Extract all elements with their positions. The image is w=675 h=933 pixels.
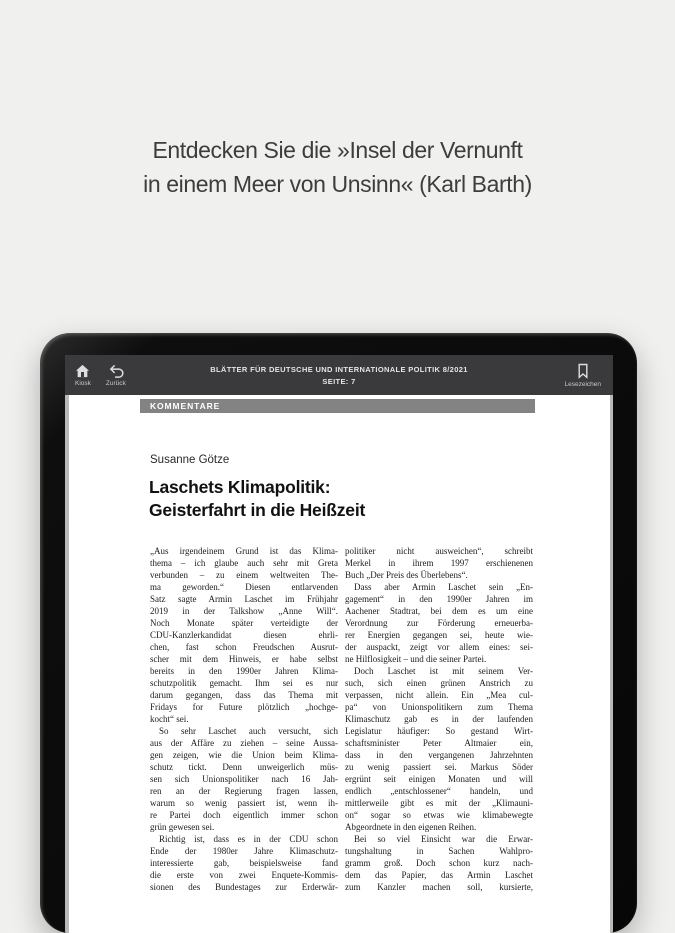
text-line: Fridays for Future plötzlich „hochge- — [150, 702, 338, 712]
text-line: kocht“ sei. — [150, 714, 189, 724]
text-line: mittlerweile gibt es mit der „Klimauni- — [345, 798, 533, 808]
reader-toolbar — [65, 355, 613, 395]
text-line: Klimaschutz gab es in der laufenden — [345, 714, 533, 724]
page-number-indicator: SEITE: 7 — [322, 376, 356, 386]
text-line: grün gewesen sei. — [150, 822, 215, 832]
text-line: aus der Affäre zu ziehen – seine Aussa- — [150, 738, 338, 748]
text-line: schaftsminister Peter Altmaier ein, — [345, 738, 533, 748]
text-line: interessierte gab, beispielsweise fand — [150, 858, 338, 868]
text-line: Ende der 1980er Jahre Klimaschutz- — [150, 846, 338, 856]
article-column-right — [345, 545, 533, 893]
paragraph — [345, 545, 533, 581]
text-line: re Partei doch eigentlich immer schon — [150, 810, 338, 820]
text-line: rer Energien gegangen sei, heute wie- — [345, 630, 533, 640]
text-line: dem das Papier, das Armin Laschet — [345, 870, 533, 880]
text-line: Abgeordnete in den eigenen Reihen. — [345, 822, 477, 832]
text-line: tungshaltung in Sachen Wahlpro- — [345, 846, 533, 856]
text-line: scher mit dem Hinweis, er habe selbst — [150, 654, 338, 664]
text-line: sen sich Unionspolitiker nach 16 Jah- — [150, 774, 338, 784]
text-line: verbunden – zu einem weltweiten The- — [150, 570, 338, 580]
paragraph — [345, 833, 533, 893]
text-line: So sehr Laschet auch versucht, sich — [159, 726, 338, 736]
text-line: verpassen, nicht allein. Ein „Mea cul- — [345, 690, 533, 700]
article-column-left — [150, 545, 338, 893]
text-line: politiker nicht ausweichen“, schreibt — [345, 546, 533, 556]
text-line: Doch Laschet ist mit seinem Ver- — [354, 666, 533, 676]
text-line: gramm groß. Doch schon kurz nach- — [345, 858, 533, 868]
text-line: Richtig ist, dass es in der CDU schon — [159, 834, 338, 844]
text-line: sionen des Bundestages zur Erderwär- — [150, 882, 338, 892]
tablet-screen — [65, 355, 613, 933]
bookmark-icon — [577, 363, 589, 379]
tablet-device-frame — [40, 333, 637, 933]
text-line: Aachener Stadtrat, bei dem es um eine — [345, 606, 533, 616]
toolbar-right-group — [565, 355, 602, 395]
text-line: endlich „entschlossener“ handeln, und — [345, 786, 533, 796]
article-title — [149, 476, 365, 522]
text-line: such, sich einen grünen Anstrich zu — [345, 678, 533, 688]
promo-tagline — [0, 133, 675, 201]
text-line: schutzpolitik gemacht. Ihm sei es nur — [150, 678, 338, 688]
text-line: Noch Monate später verteidigte der — [150, 618, 338, 628]
text-line: ren an der Regierung fragen lassen, — [150, 786, 338, 796]
section-header-bar — [140, 399, 535, 413]
article-title-line2: Geisterfahrt in die Heißzeit — [149, 500, 366, 520]
text-line: schutz tickt. Denn unweigerlich müs- — [150, 762, 338, 772]
text-line: zum Kanzler machen soll, kursierte, — [345, 882, 533, 892]
text-line: ma geworden.“ Diesen entlarvenden — [150, 582, 338, 592]
toolbar-left-group — [75, 355, 126, 395]
text-line: Legislatur häufiger: So gestand Wirt- — [345, 726, 533, 736]
text-line: zu wenig passiert sei. Markus Söder — [345, 762, 533, 772]
article-title-line1: Laschets Klimapolitik: — [149, 477, 331, 497]
paragraph — [150, 833, 338, 893]
text-line: CDU-Kanzlerkandidat diesen ehrli- — [150, 630, 338, 640]
article-body — [150, 545, 533, 893]
kiosk-house-icon — [75, 364, 90, 378]
paragraph — [345, 581, 533, 665]
paragraph — [345, 665, 533, 833]
promo-tagline-line1: Entdecken Sie die »Insel der Vernunft — [152, 137, 523, 163]
text-line: Bei so viel Einsicht war die Erwar- — [354, 834, 533, 844]
magazine-page — [69, 395, 610, 933]
text-line: gen zeigen, wie die Union beim Klima- — [150, 750, 338, 760]
paragraph — [150, 725, 338, 833]
bookmark-button-label: Lesezeichen — [564, 380, 601, 388]
text-line: warum so wenig passiert ist, wenn ih- — [150, 798, 338, 808]
kiosk-button-label: Kiosk — [75, 379, 91, 387]
back-button[interactable] — [106, 355, 126, 395]
text-line: dass in den vergangenen Jahrzehnten — [345, 750, 533, 760]
text-line: Merkel in ihrem 1997 erschienenen — [345, 558, 533, 568]
promo-tagline-line2: in einem Meer von Unsinn« (Karl Barth) — [143, 171, 532, 197]
section-label: KOMMENTARE — [150, 401, 221, 411]
text-line: „Aus irgendeinem Grund ist das Klima- — [150, 546, 338, 556]
text-line: ne Hilflosigkeit – und die seiner Partei. — [345, 654, 487, 664]
toolbar-title-block — [185, 355, 493, 395]
back-button-label: Zurück — [105, 379, 126, 387]
text-line: Buch „Der Preis des Überlebens“. — [345, 570, 468, 580]
text-line: darum gegangen, dass das Thema mit — [150, 690, 338, 700]
back-undo-arrow-icon — [107, 364, 125, 378]
text-line: on“ sogar so etwas wie klimabewegte — [345, 810, 533, 820]
text-line: chen, fast schon Freudschen Ausrut- — [150, 642, 338, 652]
kiosk-button[interactable] — [75, 355, 91, 395]
text-line: gagement“ in den 1990er Jahren im — [345, 594, 533, 604]
article-author: Susanne Götze — [150, 454, 230, 466]
text-line: Dass aber Armin Laschet sein „En- — [354, 582, 533, 592]
magazine-issue-title: BLÄTTER FÜR DEUTSCHE UND INTERNATIONALE POLITIK 8/2021 — [210, 364, 468, 374]
text-line: thema – ich glaube auch sehr mit Greta — [150, 558, 338, 568]
text-line: der auspackt, zeigt vor allem eines: sei- — [345, 642, 533, 652]
bookmark-button[interactable] — [565, 355, 602, 395]
text-line: die erste von zwei Enquete-Kommis- — [150, 870, 338, 880]
text-line: 2019 in der Talkshow „Anne Will“. — [150, 606, 338, 616]
text-line: Satz sagte Armin Laschet im Frühjahr — [150, 594, 338, 604]
text-line: Verordnung zur Förderung erneuerba- — [345, 618, 533, 628]
paragraph — [150, 545, 338, 725]
text-line: bereits in den 1990er Jahren Klima- — [150, 666, 338, 676]
text-line: ergrünt seit einigen Monaten und will — [345, 774, 533, 784]
text-line: pa“ von Unionspolitikern zum Thema — [345, 702, 533, 712]
